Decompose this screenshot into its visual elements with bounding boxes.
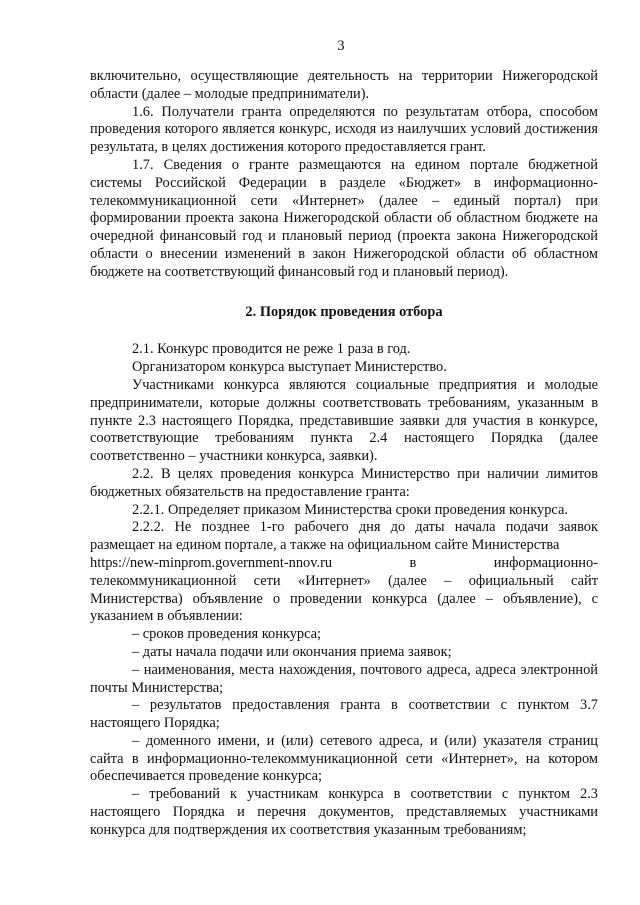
paragraph-2-1: 2.1. Конкурс проводится не реже 1 раза в год. <box>132 341 411 358</box>
paragraph-1-7: 1.7. Сведения о гранте размещаются на едином портале бюджетной системы Российской Федерации в разделе «Бюджет» в информационно-телекоммуникационной сети «Интернет» (далее – единый портал) при формировании проекта закона Нижегородской области об областном бюджете на очередной финансовый год и плановый период (проекта закона Нижегородской области о внесении изменений в закон Нижегородской области об областном бюджете на соответствующий финансовый год и плановый период). <box>90 156 598 280</box>
section-2-heading: 2. Порядок проведения отбора <box>245 303 443 320</box>
ministry-website-link: https://new-minprom.government-nnov.ru <box>90 554 333 571</box>
paragraph-1-6: 1.6. Получатели гранта определяются по результатам отбора, способом проведения которого является конкурс, исходя из наилучших условий достижения результата, в целях достижения которого предоставляется грант. <box>90 103 598 156</box>
paragraph-2-2-1: 2.2.1. Определяет приказом Министерства сроки проведения конкурса. <box>132 501 568 518</box>
list-item: – даты начала подачи или окончания приема заявок; <box>132 643 452 660</box>
list-item: – сроков проведения конкурса; <box>132 626 322 643</box>
paragraph-participants: Участниками конкурса являются социальные предприятия и молодые предприниматели, которые должны соответствовать требованиям, указанным в пункте 2.3 настоящего Порядка, представившие заявки для участия в конкурсе, соответствующие требованиям пункта 2.4 настоящего Порядка (далее соответственно – участники конкурса, заявки). <box>90 376 598 465</box>
paragraph-organizer: Организатором конкурса выступает Министерство. <box>132 359 447 376</box>
list-item: – результатов предоставления гранта в соответствии с пунктом 3.7 настоящего Порядка; <box>90 697 598 732</box>
page-number: 3 <box>337 38 345 54</box>
paragraph-2-2-2-url-line <box>90 555 598 573</box>
document-body <box>90 68 598 840</box>
list-item: – наименования, места нахождения, почтового адреса, адреса электронной почты Министерства; <box>90 661 598 696</box>
list-item: – доменного имени, и (или) сетевого адреса, и (или) указателя страниц сайта в информационно-телекоммуникационной сети «Интернет», на котором обеспечивается проведение конкурса; <box>90 732 598 785</box>
url-line-word-info: информационно- <box>493 554 598 571</box>
url-line-word-in: в <box>409 554 417 571</box>
list-item: – требований к участникам конкурса в соответствии с пунктом 2.3 настоящего Порядка и перечня документов, представляемых участниками конкурса для подтверждения их соответствия указанным требованиям; <box>90 786 598 838</box>
paragraph-2-2: 2.2. В целях проведения конкурса Министерство при наличии лимитов бюджетных обязательств на предоставление гранта: <box>90 465 598 500</box>
paragraph-intro-continuation: включительно, осуществляющие деятельность на территории Нижегородской области (далее – молодые предприниматели). <box>90 68 598 102</box>
paragraph-2-2-2-end: телекоммуникационной сети «Интернет» (далее – официальный сайт Министерства) объявление о проведении конкурса (далее – объявление), с указанием в объявлении: <box>90 572 598 625</box>
paragraph-2-2-2: 2.2.2. Не позднее 1-го рабочего дня до даты начала подачи заявок размещает на едином портале, а также на официальном сайте Министерства <box>90 519 598 554</box>
